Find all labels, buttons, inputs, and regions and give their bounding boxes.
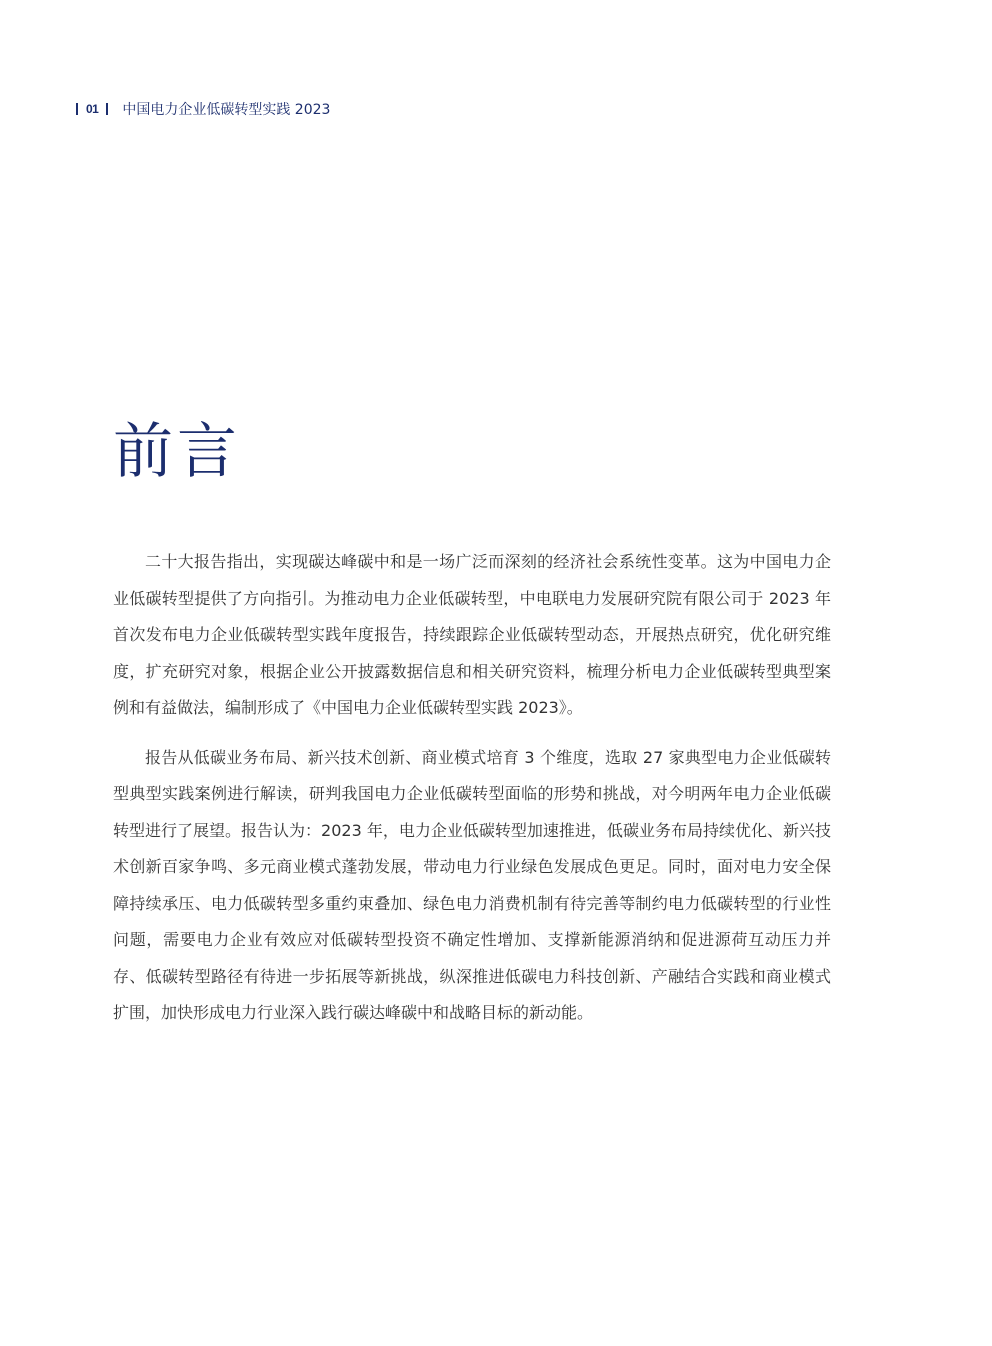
paragraph-1: 二十大报告指出，实现碳达峰碳中和是一场广泛而深刻的经济社会系统性变革。这为中国电力企业低碳转型提供了方向指引。为推动电力企业低碳转型，中电联电力发展研究院有限公司于 2023 年首次发布电力企业低碳转型实践年度报告，持续跟踪企业低碳转型动态，开展热点研究，优化研究维度，扩充研究对象，根据企业公开披露数据信息和相关研究资料，梳理分析电力企业低碳转型典型案例和有益做法，编制形成了《中国电力企业低碳转型实践 2023》。 (113, 552, 831, 717)
section-title: 前言 (113, 417, 241, 487)
paragraph-2: 报告从低碳业务布局、新兴技术创新、商业模式培育 3 个维度，选取 27 家典型电力企业低碳转型典型实践案例进行解读，研判我国电力企业低碳转型面临的形势和挑战，对今明两年电力企业低碳转型进行了展望。报告认为：2023 年，电力企业低碳转型加速推进，低碳业务布局持续优化、新兴技术创新百家争鸣、多元商业模式蓬勃发展，带动电力行业绿色发展成色更足。同时，面对电力安全保障持续承压、电力低碳转型多重约束叠加、绿色电力消费机制有待完善等制约电力低碳转型的行业性问题，需要电力企业有效应对低碳转型投资不确定性增加、支撑新能源消纳和促进源荷互动压力并存、低碳转型路径有待进一步拓展等新挑战，纵深推进低碳电力科技创新、产融结合实践和商业模式扩围，加快形成电力行业深入践行碳达峰碳中和战略目标的新动能。 (113, 747, 831, 1022)
page-marker-right-bar (106, 103, 108, 115)
page-marker (76, 102, 108, 116)
body-text (113, 544, 831, 1045)
report-title: 中国电力企业低碳转型实践 2023 (122, 102, 331, 118)
page-marker-left-bar (76, 103, 78, 115)
running-header (76, 99, 330, 119)
page-number: 01 (86, 102, 99, 116)
